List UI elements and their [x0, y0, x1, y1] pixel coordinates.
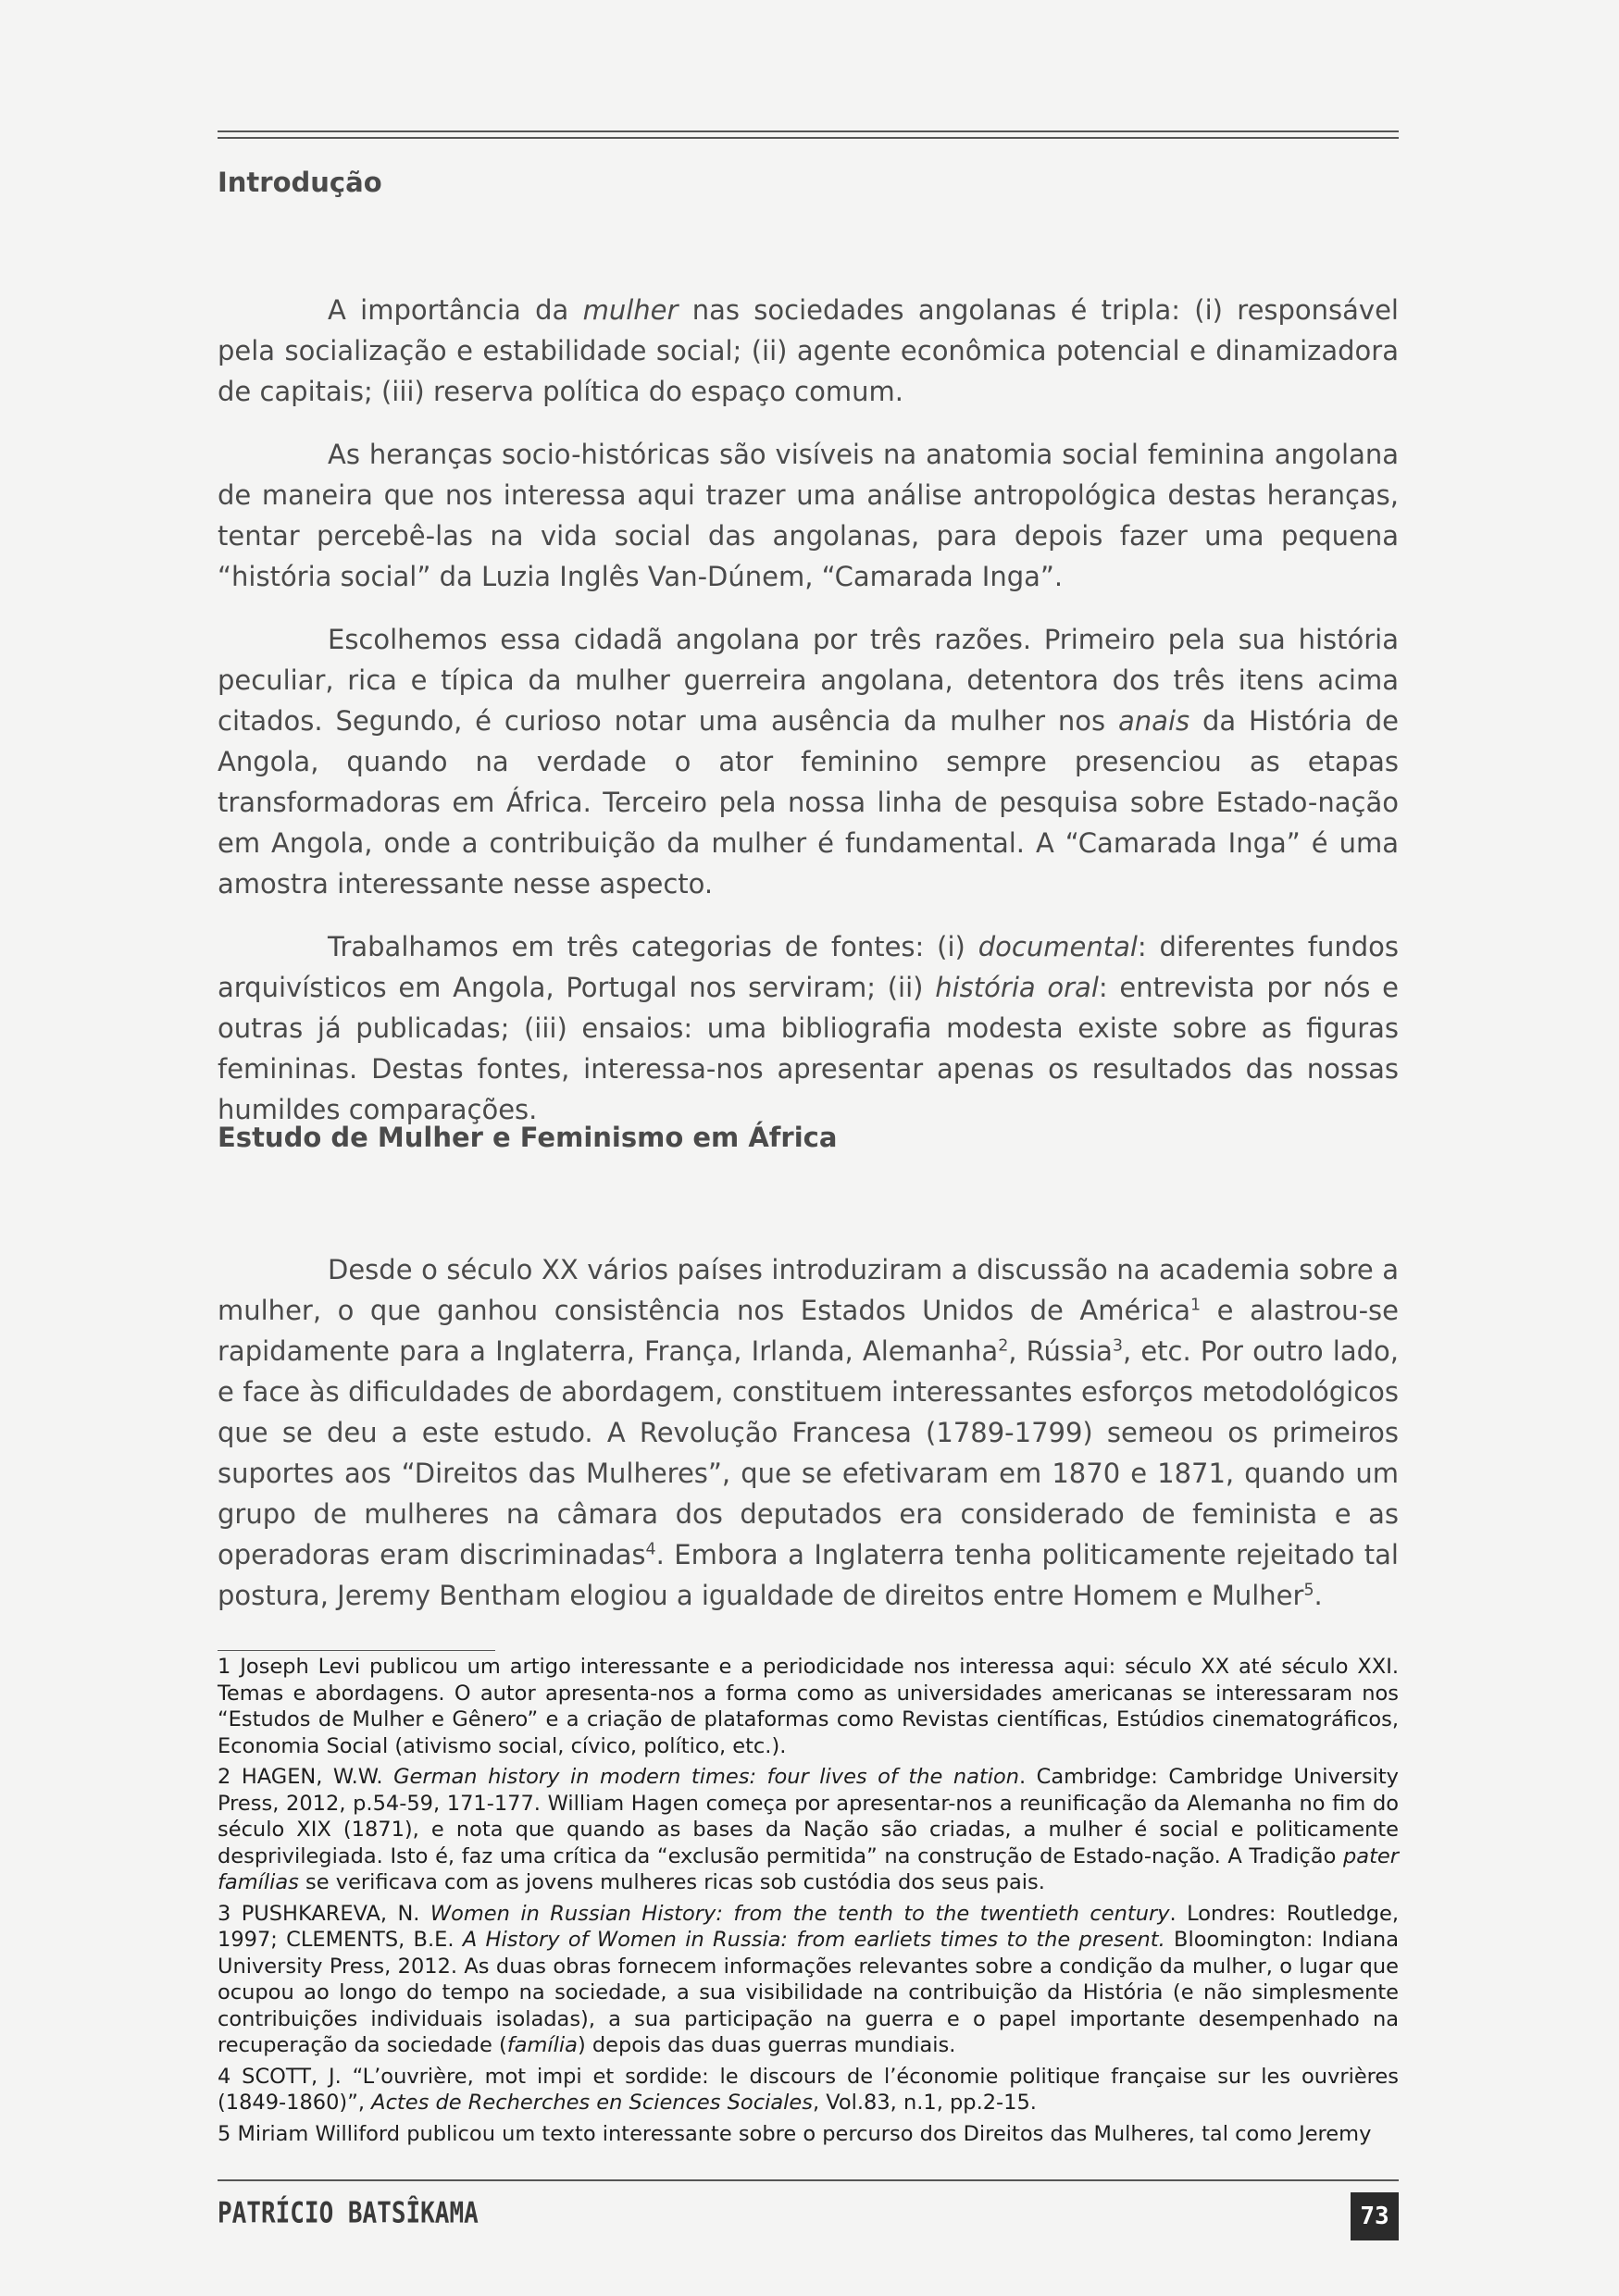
footer-author: PATRÍCIO BATSÎKAMA: [218, 2197, 479, 2230]
footnote-5: 5 Miriam Williford publicou um texto interessante sobre o percurso dos Direitos das Mulheres, tal como Jeremy: [218, 2121, 1372, 2146]
footer-rule: [218, 2179, 1399, 2181]
footnotes: [218, 1654, 1399, 2152]
section2-body: [218, 1249, 1399, 1638]
section-title-introducao: Introdução: [218, 167, 382, 198]
intro-body: [218, 290, 1399, 1152]
intro-paragraph-2: As heranças socio-históricas são visíveis na anatomia social feminina angolana de maneira que nos interessa aqui trazer uma análise antropológica destas heranças, tentar percebê-las na vida social das angolanas, para depois fazer uma pequena “história social” da Luzia Inglês Van-Dúnem, “Camarada Inga”.: [218, 439, 1399, 592]
section-title-estudo-mulher: Estudo de Mulher e Feminismo em África: [218, 1122, 838, 1153]
intro-paragraph-4: Trabalhamos em três categorias de fontes: (i) documental: diferentes fundos arquivísticos em Angola, Portugal nos serviram; (ii) história oral: entrevista por nós e outras já publicadas; (iii) ensaios: uma bibliografia modesta existe sobre as figuras femininas. Destas fontes, interessa-nos apresentar apenas os resultados das nossas humildes comparações.: [218, 931, 1399, 1125]
section2-paragraph-1: Desde o século XX vários países introduziram a discussão na academia sobre a mulher, o que ganhou consistência nos Estados Unidos de América$^1$ e alastrou-se rapidamente para a Inglaterra, França, Irlanda, Alemanha$^2$, Rússia$^3$, etc. Por outro lado, e face às dificuldades de abordagem, constituem interessantes esforços metodológicos que se deu a este estudo. A Revolução Francesa (1789-1799) semeou os primeiros suportes aos “Direitos das Mulheres”, que se efetivaram em 1870 e 1871, quando um grupo de mulheres na câmara dos deputados era considerado de feminista e as operadoras eram discriminadas$^4$. Embora a Inglaterra tenha politicamente rejeitado tal postura, Jeremy Bentham elogiou a igualdade de direitos entre Homem e Mulher$^5$.: [218, 1254, 1399, 1611]
footnote-3: 3 PUSHKAREVA, N. Women in Russian History: from the tenth to the twentieth century. Londres: Routledge, 1997; CLEMENTS, B.E. A History of Women in Russia: from earliets times to the present. Bloomington: Indiana University Press, 2012. As duas obras fornecem informações relevantes sobre a condição da mulher, o lugar que ocupou ao longo do tempo na sociedade, a sua visibilidade na contribuição da História (e não simplesmente contribuições individuais isoladas), a sua participação na guerra e o papel importante desempenhado na recuperação da sociedade (família) depois das duas guerras mundiais.: [218, 1901, 1399, 2057]
intro-paragraph-3: Escolhemos essa cidadã angolana por três razões. Primeiro pela sua história peculiar, rica e típica da mulher guerreira angolana, detentora dos três itens acima citados. Segundo, é curioso notar uma ausência da mulher nos anais da História de Angola, quando na verdade o ator feminino sempre presenciou as etapas transformadoras em África. Terceiro pela nossa linha de pesquisa sobre Estado-nação em Angola, onde a contribuição da mulher é fundamental. A “Camarada Inga” é uma amostra interessante nesse aspecto.: [218, 624, 1400, 900]
header-rule-secondary: [218, 137, 1399, 139]
footnote-ref-5[interactable]: 5: [1303, 1581, 1314, 1600]
page-number: 73: [1351, 2192, 1399, 2240]
footnote-1: 1 Joseph Levi publicou um artigo interessante e a periodicidade nos interessa aqui: século XX até século XXI. Temas e abordagens. O autor apresenta-nos a forma como as universidades americanas se interessaram nos “Estudos de Mulher e Gênero” e a criação de plataformas como Revistas científicas, Estúdios cinematográficos, Economia Social (ativismo social, cívico, político, etc.).: [218, 1655, 1399, 1758]
intro-paragraph-1: A importância da mulher nas sociedades angolanas é tripla: (i) responsável pela socialização e estabilidade social; (ii) agente econômica potencial e dinamizadora de capitais; (iii) reserva política do espaço comum.: [218, 294, 1399, 407]
footnote-2: 2 HAGEN, W.W. German history in modern times: four lives of the nation. Cambridge: Cambridge University Press, 2012, p.54-59, 171-177. William Hagen começa por apresentar-nos a reunificação da Alemanha no fim do século XIX (1871), e nota que quando as bases da Nação são criadas, a mulher é social e politicamente desprivilegiada. Isto é, faz uma crítica da “exclusão permitida” na construção de Estado-nação. A Tradição pater famílias se verificava com as jovens mulheres ricas sob custódia dos seus pais.: [218, 1765, 1400, 1894]
footnote-4: 4 SCOTT, J. “L’ouvrière, mot impi et sordide: le discours de l’économie politique française sur les ouvrières (1849-1860)”, Actes de Recherches en Sciences Sociales, Vol.83, n.1, pp.2-15.: [218, 2064, 1399, 2115]
page: [218, 0, 1399, 2296]
footnote-ref-4[interactable]: 4: [645, 1540, 656, 1559]
footnote-separator: [218, 1650, 495, 1651]
header-rule: [218, 130, 1399, 132]
footnote-ref-1[interactable]: 1: [1190, 1296, 1202, 1315]
footnote-ref-2[interactable]: 2: [998, 1336, 1009, 1356]
footnote-ref-3[interactable]: 3: [1112, 1336, 1123, 1356]
